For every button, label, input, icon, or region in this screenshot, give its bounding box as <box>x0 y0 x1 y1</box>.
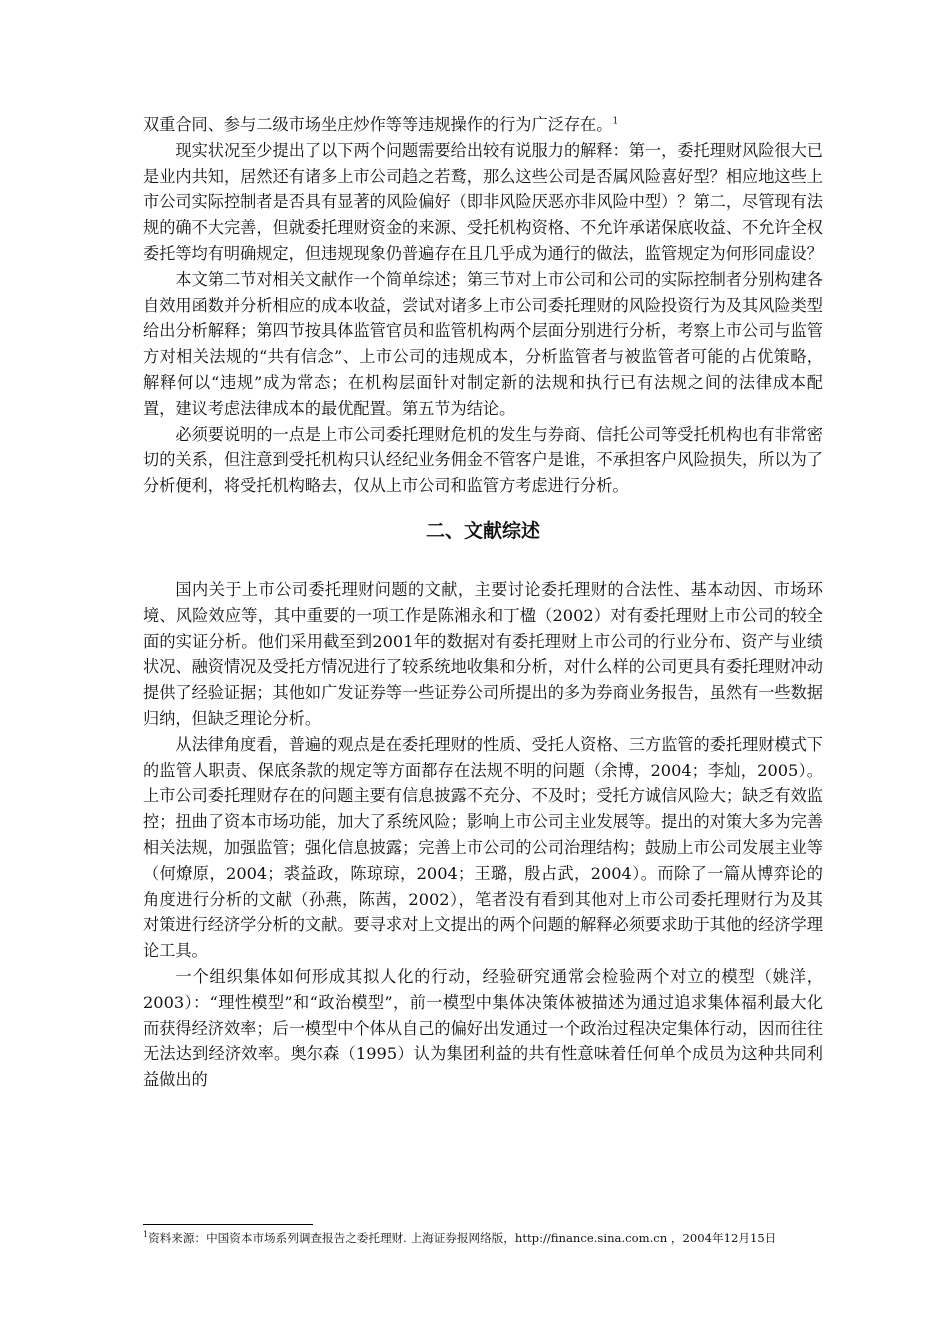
footnote-reference[interactable]: 1 <box>612 116 619 127</box>
paragraph: 必须要说明的一点是上市公司委托理财危机的发生与券商、信托公司等受托机构也有非常密切的关系，但注意到受托机构只认经纪业务佣金不管客户是谁，不承担客户风险损失，所以为了分析便利，将受托机构略去，仅从上市公司和监管方考虑进行分析。 <box>143 424 823 496</box>
paragraph: 现实状况至少提出了以下两个问题需要给出较有说服力的解释：第一，委托理财风险很大已是业内共知，居然还有诸多上市公司趋之若鹜，那么这些公司是否属风险喜好型？相应地这些上市公司实际控制者是否具有显著的风险偏好（即非风险厌恶亦非风险中型）？第二，尽管现有法规的确不大完善，但就委托理财资金的来源、受托机构资格、不允许承诺保底收益、不允许全权委托等均有明确规定，但违规现象仍普遍存在且几乎成为通行的做法，监管规定为何形同虚设？ <box>143 140 823 263</box>
footnote-text: 资料来源：中国资本市场系列调查报告之委托理财. 上海证券报网络版，http://finance.sina.com.cn ，2004年12月15日 <box>148 1231 777 1245</box>
paragraph: 一个组织集体如何形成其拟人化的行动，经验研究通常会检验两个对立的模型（姚洋，2003）：“理性模型”和“政治模型”，前一模型中集体决策体被描述为通过追求集体福利最大化而获得经济效率；后一模型中个体从自己的偏好出发通过一个政治过程决定集体行动，因而往往无法达到经济效率。奥尔森（1995）认为集团利益的共有性意味着任何单个成员为这种共同利益做出的 <box>143 966 823 1090</box>
paragraph: 国内关于上市公司委托理财问题的文献，主要讨论委托理财的合法性、基本动因、市场环境、风险效应等，其中重要的一项工作是陈湘永和丁楹（2002）对有委托理财上市公司的较全面的实证分析。他们采用截至到2001年的数据对有委托理财上市公司的行业分布、资产与业绩状况、融资情况及受托方情况进行了较系统地收集和分析，对什么样的公司更具有委托理财冲动提供了经验证据；其他如广发证券等一些证券公司所提出的多为券商业务报告，虽然有一些数据归纳，但缺乏理论分析。 <box>143 579 823 728</box>
paragraph: 本文第二节对相关文献作一个简单综述；第三节对上市公司和公司的实际控制者分别构建各自效用函数并分析相应的成本收益，尝试对诸多上市公司委托理财的风险投资行为及其风险类型给出分析解释；第四节按具体监管官员和监管机构两个层面分别进行分析，考察上市公司与监管方对相关法规的“共有信念”、上市公司的违规成本，分析监管者与被监管者可能的占优策略，解释何以“违规”成为常态；在机构层面针对制定新的法规和执行已有法规之间的法律成本配置，建议考虑法律成本的最优配置。第五节为结论。 <box>143 269 823 418</box>
paragraph: 从法律角度看，普遍的观点是在委托理财的性质、受托人资格、三方监管的委托理财模式下的监管人职责、保底条款的规定等方面都存在法规不明的问题（余博，2004；李灿，2005）。上市公司委托理财存在的问题主要有信息披露不充分、不及时；受托方诚信风险大；缺乏有效监控；扭曲了资本市场功能，加大了系统风险；影响上市公司主业发展等。提出的对策大多为完善相关法规，加强监管；强化信息披露；完善上市公司的公司治理结构；鼓励上市公司发展主业等（何燎原，2004；裘益政，陈琼琼，2004；王璐，殷占武，2004）。而除了一篇从博弈论的角度进行分析的文献（孙燕，陈茜，2002），笔者没有看到其他对上市公司委托理财行为及其对策进行经济学分析的文献。要寻求对上文提出的两个问题的解释必须要求助于其他的经济学理论工具。 <box>143 734 823 961</box>
footnote-mark: 1 <box>143 1230 149 1240</box>
body-text <box>143 112 823 1093</box>
footnote <box>143 1228 813 1249</box>
section-heading: 二、文献综述 <box>425 519 540 542</box>
footnote-separator <box>143 1224 313 1225</box>
paragraph <box>143 112 823 138</box>
paragraph-text: 双重合同、参与二级市场坐庄炒作等等违规操作的行为广泛存在。 <box>143 115 613 134</box>
spacer <box>143 551 823 577</box>
